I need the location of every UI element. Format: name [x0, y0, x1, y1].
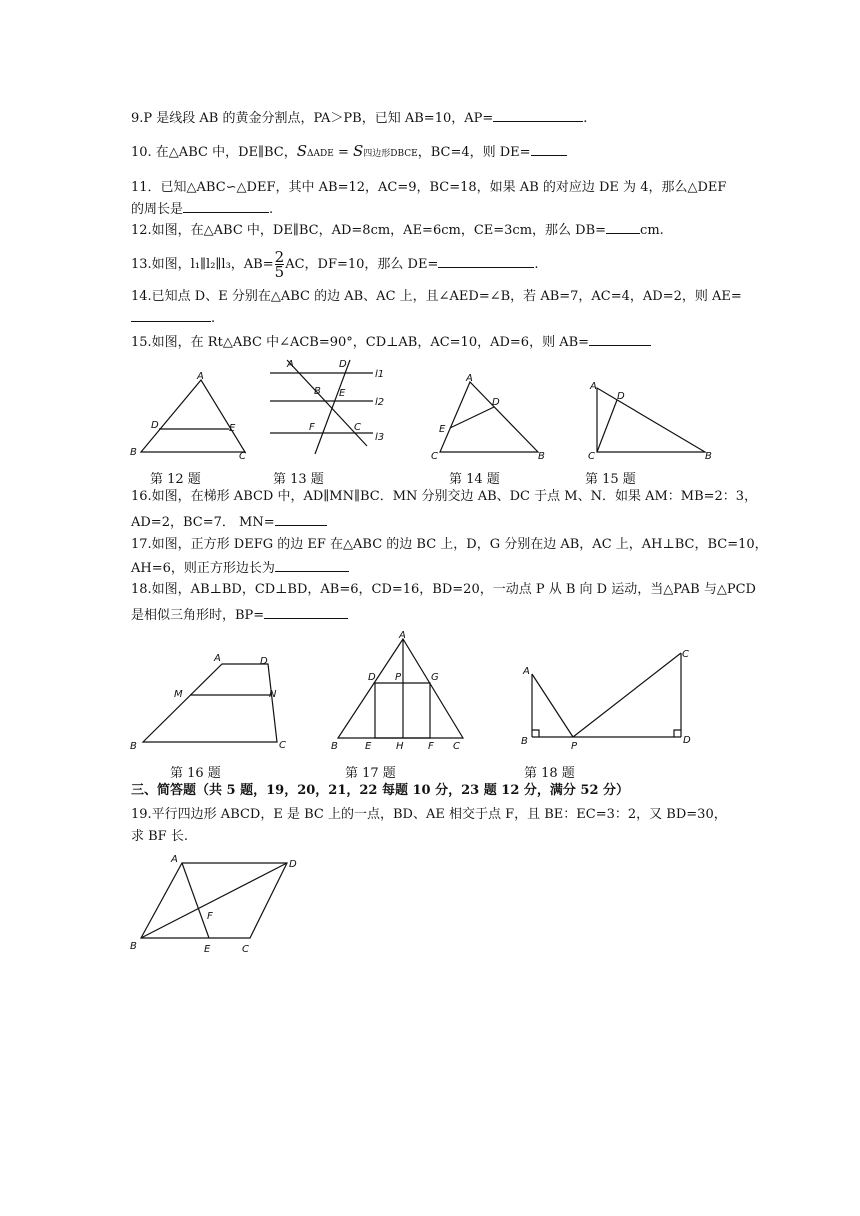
question-18-line2: 是相似三角形时，BP= — [131, 605, 348, 624]
svg-text:D: D — [151, 420, 159, 431]
question-17-line2: AH=6，则正方形边长为 — [131, 558, 349, 577]
svg-text:B: B — [705, 451, 712, 462]
question-14-line2: . — [131, 308, 215, 327]
caption-q15: 第 15 题 — [585, 472, 636, 487]
svg-text:D: D — [492, 397, 500, 408]
caption-q18: 第 18 题 — [524, 766, 575, 781]
question-13: 13.如图，l₁∥l₂∥l₃，AB= $\frac{2}{5}$ AC，DF=10，那么 DE= . — [131, 248, 539, 281]
figure-13 — [265, 356, 395, 456]
svg-text:E: E — [229, 423, 236, 434]
question-16-line1: 16.如图，在梯形 ABCD 中，AD∥MN∥BC．MN 分别交边 AB、DC 于点 M、N．如果 AM：MB=2：3， — [131, 489, 758, 504]
svg-text:A: A — [171, 854, 178, 865]
svg-text:A: A — [287, 359, 294, 370]
caption-q12: 第 12 题 — [150, 472, 201, 487]
svg-text:D: D — [368, 672, 376, 683]
figure-19 — [125, 850, 310, 960]
svg-text:A: A — [590, 381, 597, 392]
answer-blank — [275, 558, 349, 572]
question-19-line1: 19.平行四边形 ABCD，E 是 BC 上的一点，BD、AE 相交于点 F，且 BE：EC=3：2，又 BD=30， — [131, 807, 727, 822]
svg-text:D: D — [289, 859, 297, 870]
svg-text:H: H — [396, 741, 404, 752]
svg-text:F: F — [207, 911, 213, 922]
svg-text:C: C — [588, 451, 595, 462]
svg-text:C: C — [242, 944, 249, 955]
svg-text:B: B — [521, 736, 528, 747]
svg-text:l3: l3 — [375, 432, 385, 443]
svg-text:B: B — [331, 741, 338, 752]
answer-blank — [531, 142, 567, 156]
svg-text:B: B — [130, 941, 137, 952]
answer-blank — [183, 199, 269, 213]
answer-blank — [264, 605, 348, 619]
caption-q13: 第 13 题 — [273, 472, 324, 487]
question-10: 10. 在△ABC 中，DE∥BC，SΔADE = S四边形DBCE，BC=4，则 DE= — [131, 142, 567, 162]
fraction: $\frac{2}{5}$ — [274, 248, 285, 281]
svg-text:B: B — [538, 451, 545, 462]
svg-text:l2: l2 — [375, 397, 385, 408]
svg-text:E: E — [439, 424, 446, 435]
svg-text:E: E — [204, 944, 211, 955]
svg-text:A: A — [466, 373, 473, 384]
svg-text:C: C — [431, 451, 438, 462]
svg-text:M: M — [174, 689, 183, 700]
question-11-line1: 11．已知△ABC∽△DEF，其中 AB=12，AC=9，BC=18，如果 AB 的对应边 DE 为 4，那么△DEF — [131, 180, 727, 195]
answer-blank — [438, 254, 534, 268]
svg-text:E: E — [339, 388, 346, 399]
svg-text:l1: l1 — [375, 369, 385, 380]
svg-text:C: C — [279, 740, 286, 751]
svg-text:B: B — [314, 386, 321, 397]
answer-blank — [606, 220, 640, 234]
question-12: 12.如图，在△ABC 中，DE∥BC，AD=8cm，AE=6cm，CE=3cm，那么 DB= cm. — [131, 220, 664, 239]
svg-text:A: A — [214, 653, 221, 664]
answer-blank — [131, 308, 211, 322]
answer-blank — [493, 108, 583, 122]
svg-text:N: N — [269, 689, 277, 700]
figure-15 — [585, 378, 720, 463]
figure-17 — [325, 628, 475, 753]
svg-text:B: B — [130, 741, 137, 752]
caption-q17: 第 17 题 — [345, 766, 396, 781]
svg-text:C: C — [453, 741, 460, 752]
answer-blank — [275, 512, 327, 526]
svg-text:F: F — [428, 741, 434, 752]
svg-text:A: A — [523, 666, 530, 677]
svg-text:P: P — [571, 741, 578, 752]
figure-14 — [428, 370, 553, 465]
question-14-line1: 14.已知点 D、E 分别在△ABC 的边 AB、AC 上，且∠AED=∠B，若 AB=7，AC=4，AD=2，则 AE= — [131, 289, 742, 304]
svg-text:C: C — [239, 451, 246, 462]
svg-text:A: A — [197, 371, 204, 382]
figure-18 — [515, 645, 700, 750]
svg-text:D: D — [339, 359, 347, 370]
question-17-line1: 17.如图，正方形 DEFG 的边 EF 在△ABC 的边 BC 上，D，G 分别在边 AB，AC 上，AH⊥BC，BC=10， — [131, 537, 768, 552]
svg-text:G: G — [431, 672, 439, 683]
section-header: 三、简答题（共 5 题，19，20，21，22 每题 10 分，23 题 12 分，满分 52 分） — [131, 783, 630, 798]
question-15: 15.如图，在 Rt△ABC 中∠ACB=90°，CD⊥AB，AC=10，AD=6，则 AB= — [131, 332, 651, 351]
svg-text:F: F — [309, 422, 315, 433]
question-11-line2: 的周长是 . — [131, 199, 273, 218]
svg-text:B: B — [130, 447, 137, 458]
figure-12 — [125, 370, 255, 465]
svg-text:C: C — [354, 422, 361, 433]
svg-text:P: P — [395, 672, 402, 683]
question-18-line1: 18.如图，AB⊥BD，CD⊥BD，AB=6，CD=16，BD=20，一动点 P 从 B 向 D 运动，当△PAB 与△PCD — [131, 582, 756, 597]
caption-q14: 第 14 题 — [449, 472, 500, 487]
caption-q16: 第 16 题 — [170, 766, 221, 781]
answer-blank — [589, 332, 651, 346]
svg-text:C: C — [682, 649, 689, 660]
svg-text:E: E — [365, 741, 372, 752]
question-19-line2: 求 BF 长. — [131, 829, 188, 844]
svg-text:D: D — [683, 735, 691, 746]
svg-text:D: D — [260, 656, 268, 667]
svg-text:D: D — [617, 391, 625, 402]
svg-text:A: A — [399, 630, 406, 641]
figure-16 — [125, 650, 300, 755]
question-9: 9.P 是线段 AB 的黄金分割点，PA＞PB，已知 AB=10，AP= . — [131, 108, 587, 127]
question-16-line2: AD=2，BC=7． MN= — [131, 512, 327, 531]
